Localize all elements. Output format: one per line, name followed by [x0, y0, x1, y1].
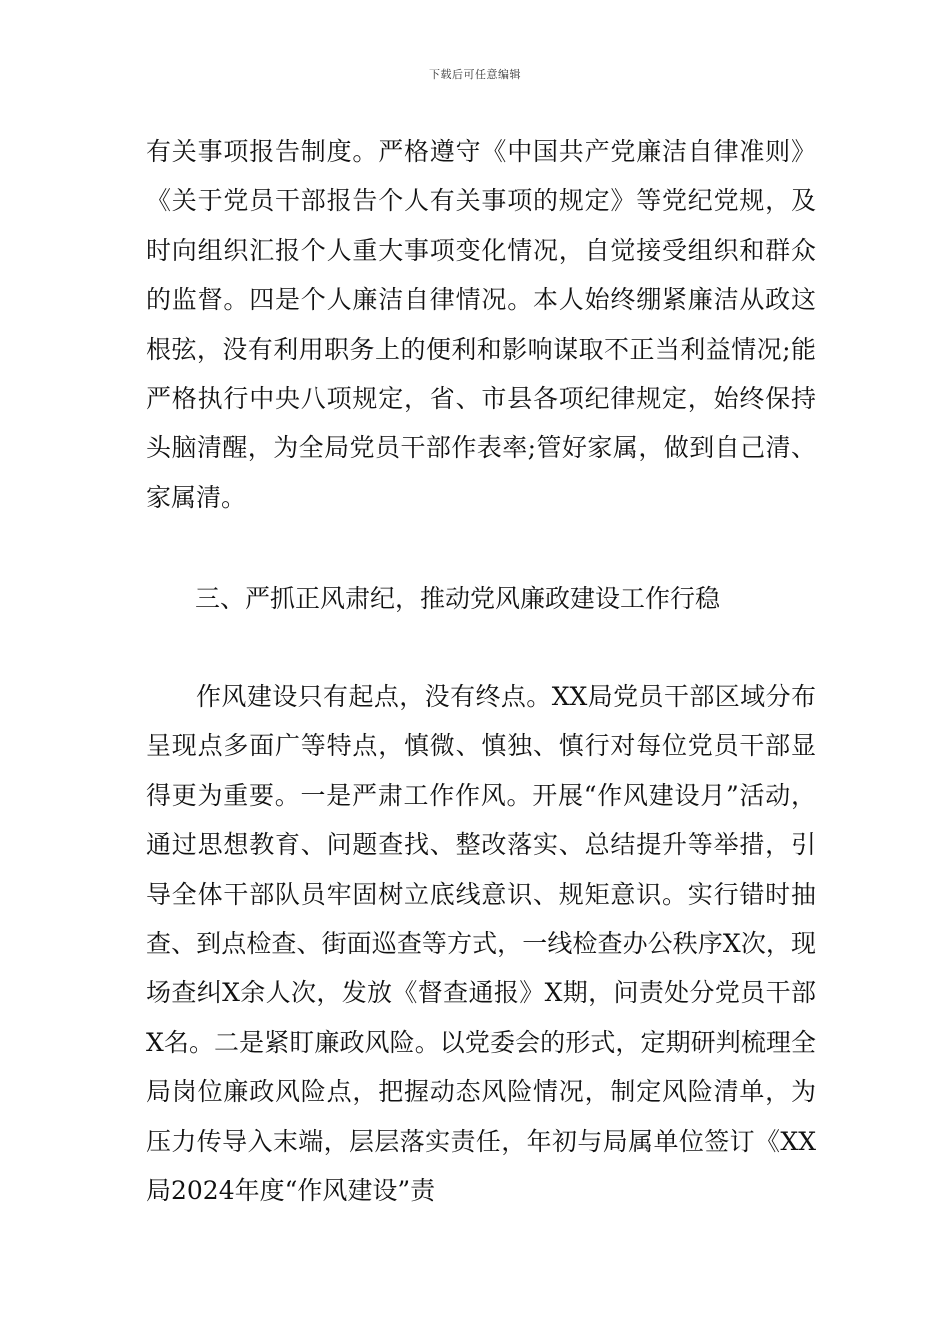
page-header-note: 下载后可任意编辑: [429, 68, 521, 81]
body-paragraph-1: 有关事项报告制度。严格遵守《中国共产党廉洁自律准则》《关于党员干部报告个人有关事项的规定》等党纪党规，及时向组织汇报个人重大事项变化情况，自觉接受组织和群众的监督。四是个人廉洁自律情况。本人始终绷紧廉洁从政这根弦，没有利用职务上的便利和影响谋取不正当利益情况;能严格执行中央八项规定，省、市县各项纪律规定，始终保持头脑清醒，为全局党员干部作表率;管好家属，做到自己清、家属清。: [146, 137, 816, 512]
section-heading: 三、严抓正风肃纪，推动党风廉政建设工作行稳: [195, 584, 721, 613]
body-paragraph-2: 作风建设只有起点，没有终点。XX局党员干部区域分布呈现点多面广等特点，慎微、慎独、慎行对每位党员干部显得更为重要。一是严肃工作作风。开展“作风建设月”活动，通过思想教育、问题查找、整改落实、总结提升等举措，引导全体干部队员牢固树立底线意识、规矩意识。实行错时抽查、到点检查、街面巡查等方式，一线检查办公秩序X次，现场查纠X余人次，发放《督查通报》X期，问责处分党员干部X名。二是紧盯廉政风险。以党委会的形式，定期研判梳理全局岗位廉政风险点，把握动态风险情况，制定风险清单，为压力传导入末端，层层落实责任，年初与局属单位签订《XX局2024年度“作风建设”责: [146, 682, 816, 1206]
